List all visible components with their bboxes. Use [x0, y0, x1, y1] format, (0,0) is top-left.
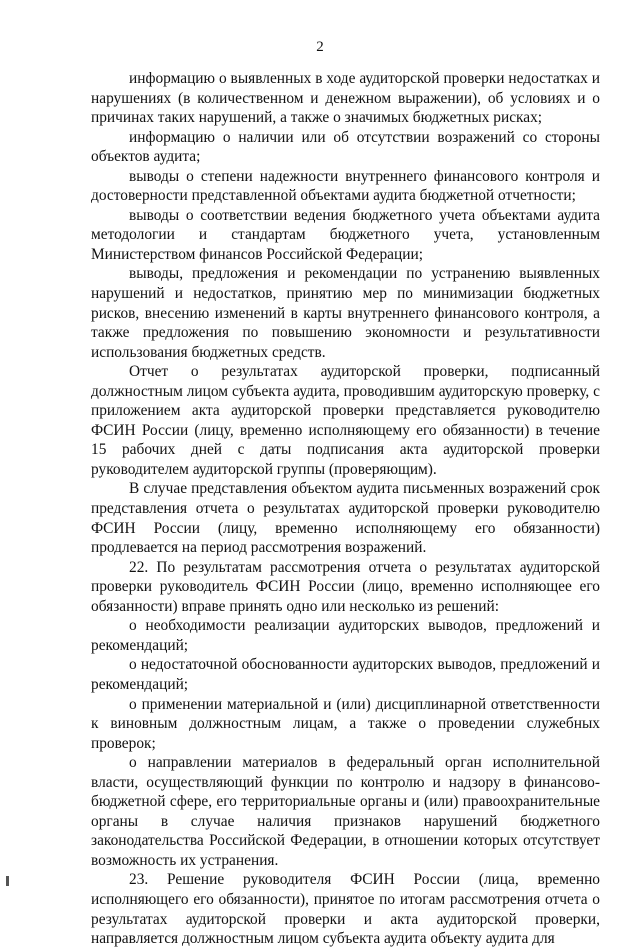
paragraph-objection-extension: В случае представления объектом аудита письменных возражений срок представления отчета о результатах аудиторской проверки руководителю ФСИН России (лицу, временно исполняющему его обязанности) продлевается на период рассмотрения возражений. [91, 480, 600, 557]
document-body [91, 69, 600, 949]
paragraph-clause-22: 22. По результатам рассмотрения отчета о результатах аудиторской проверки руководитель ФСИН России (лицо, временно исполняющее его обязанности) вправе принять одно или несколько из решений: [91, 558, 600, 615]
paragraph-decision-implement: о необходимости реализации аудиторских выводов, предложений и рекомендаций; [91, 617, 600, 654]
paragraph-decision-liability: о применении материальной и (или) дисциплинарной ответственности к виновным должностным лицам, а также о проведении служебных проверок; [91, 695, 600, 752]
paragraph-findings-info: информацию о выявленных в ходе аудиторской проверки недостатках и нарушениях (в количественном и денежном выражении), об условиях и о причинах таких нарушений, а также о значимых бюджетных рисках; [91, 70, 600, 127]
paragraph-clause-23: 23. Решение руководителя ФСИН России (лица, временно исполняющего его обязанности), принятое по итогам рассмотрения отчета о результатах аудиторской проверки и акта аудиторской проверки, направляется должностным лицом субъекта аудита объекту аудита для [91, 871, 600, 948]
paragraph-control-reliability: выводы о степени надежности внутреннего финансового контроля и достоверности представленной объектами аудита бюджетной отчетности; [91, 167, 600, 205]
scan-edge-mark [6, 876, 9, 886]
paragraph-recommendations: выводы, предложения и рекомендации по устранению выявленных нарушений и недостатков, принятию мер по минимизации бюджетных рисков, внесению изменений в карты внутреннего финансового контроля, а также предложения по повышению экономности и результативности использования бюджетных средств. [91, 265, 600, 361]
page-number: 2 [316, 39, 324, 55]
paragraph-accounting-compliance: выводы о соответствии ведения бюджетного учета объектами аудита методологии и стандартам бюджетного учета, установленным Министерством финансов Российской Федерации; [91, 206, 600, 263]
paragraph-report-submission: Отчет о результатах аудиторской проверки, подписанный должностным лицом субъекта аудита, проводившим аудиторскую проверку, с приложением акта аудиторской проверки представляется руководителю ФСИН России (лицу, временно исполняющему его обязанности) в течение 15 рабочих дней с даты подписания акта аудиторской проверки руководителем аудиторской группы (проверяющим). [91, 363, 600, 478]
paragraph-objections-info: информацию о наличии или об отсутствии возражений со стороны объектов аудита; [91, 128, 600, 166]
paragraph-decision-referral: о направлении материалов в федеральный орган исполнительной власти, осуществляющий функции по контролю и надзору в финансово-бюджетной сфере, его территориальные органы и (или) правоохранительные органы в случае наличия признаков нарушений бюджетного законодательства Российской Федерации, в отношении которых отсутствует возможность их устранения. [91, 754, 600, 869]
paragraph-decision-insufficient: о недостаточной обоснованности аудиторских выводов, предложений и рекомендаций; [91, 656, 600, 693]
